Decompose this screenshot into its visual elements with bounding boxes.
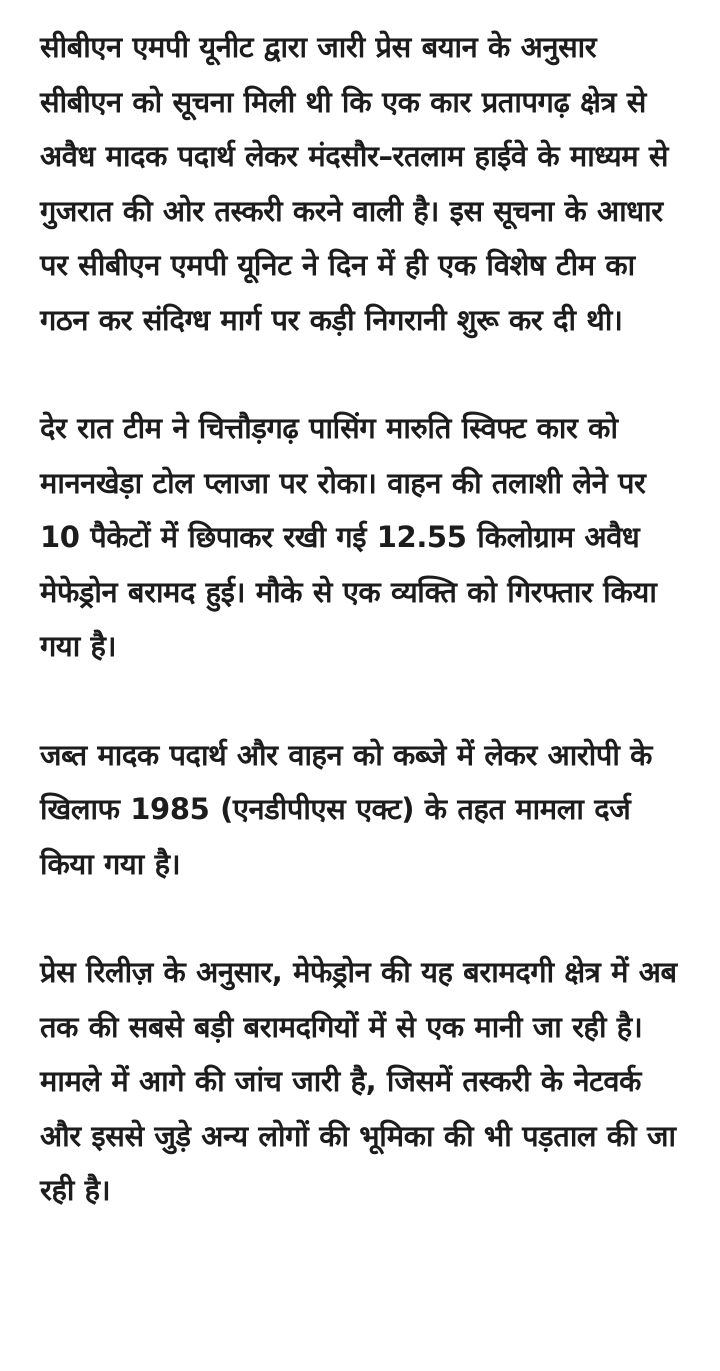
article-paragraph: देर रात टीम ने चित्तौड़गढ़ पासिंग मारुति स्विफ्ट कार को माननखेड़ा टोल प्लाजा पर रोका। वाहन की तलाशी लेने पर 10 पैकेटों में छिपाकर रखी गई 12.55 किलोग्राम अवैध मेफेड्रोन बरामद हुई। मौके से एक व्यक्ति को गिरफ्तार किया गया है। [40, 411, 657, 663]
article-paragraph: जब्त मादक पदार्थ और वाहन को कब्जे में लेकर आरोपी के खिलाफ 1985 (एनडीपीएस एक्ट) के तहत मामला दर्ज किया गया है। [40, 737, 653, 881]
article-paragraph: प्रेस रिलीज़ के अनुसार, मेफेड्रोन की यह बरामदगी क्षेत्र में अब तक की सबसे बड़ी बरामदगियों में से एक मानी जा रही है। मामले में आगे की जांच जारी है, जिसमें तस्करी के नेटवर्क और इससे जुड़े अन्य लोगों की भूमिका की भी पड़ताल की जा रही है। [40, 955, 677, 1207]
article-paragraph: सीबीएन एमपी यूनीट द्वारा जारी प्रेस बयान के अनुसार सीबीएन को सूचना मिली थी कि एक कार प्रतापगढ़ क्षेत्र से अवैध मादक पदार्थ लेकर मंदसौर–रतलाम हाईवे के माध्यम से गुजरात की ओर तस्करी करने वाली है। इस सूचना के आधार पर सीबीएन एमपी यूनिट ने दिन में ही एक विशेष टीम का गठन कर संदिग्ध मार्ग पर कड़ी निगरानी शुरू कर दी थी। [40, 30, 669, 337]
